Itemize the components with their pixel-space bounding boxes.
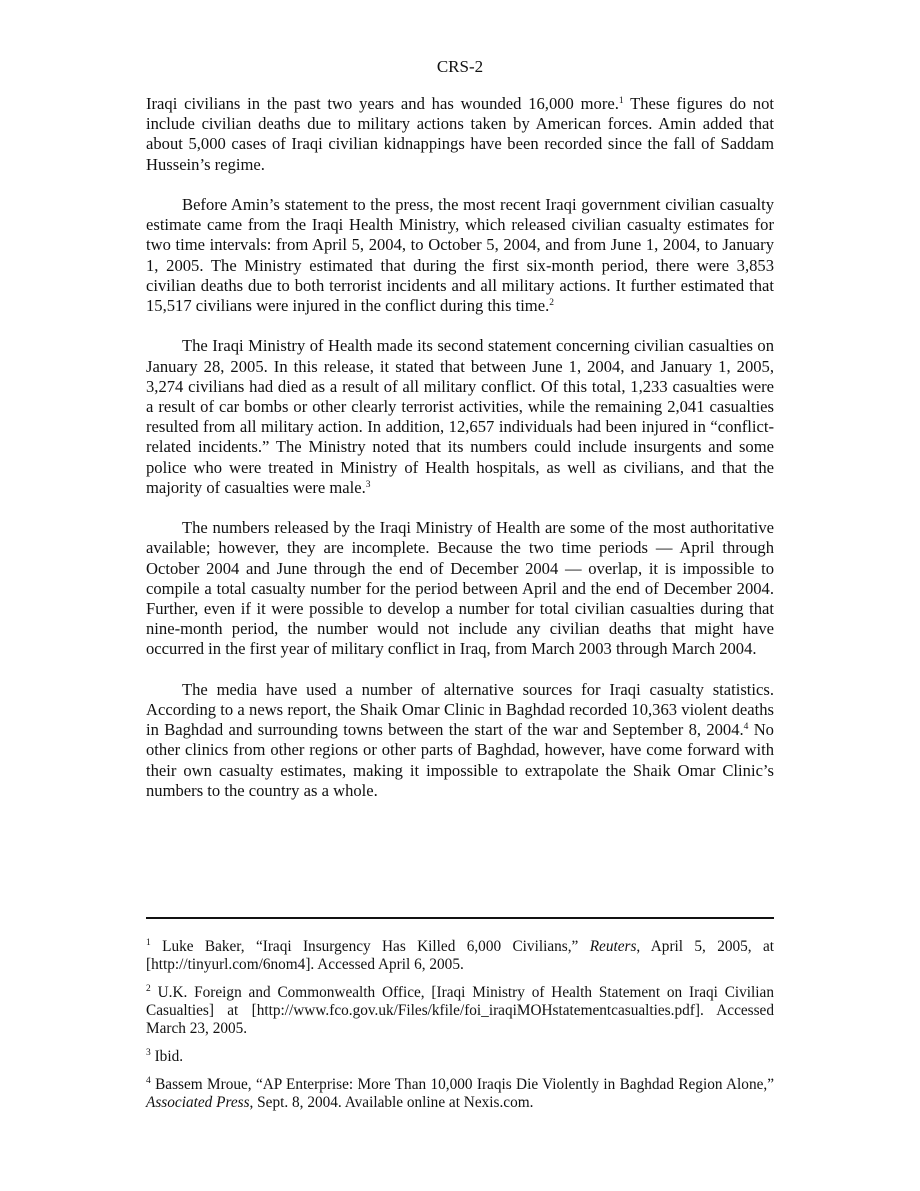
paragraph-3-text: The Iraqi Ministry of Health made its second statement concerning civilian casualties on January 28, 2005. In this release, it stated that between June 1, 2004, and January 1, 2005, 3,274 civilians had died as a result of all military conflict. Of this total, 1,233 casualties were a result of car bombs or other clearly terrorist activities, while the remaining 2,041 casualties resulted from all military action. In addition, 12,657 individuals had been injured in “conflict-related incidents.” The Ministry noted that its numbers could include insurgents and some police who were treated in Ministry of Health hospitals, as well as civilians, and that the majority of casualties were male.: [146, 336, 774, 497]
footnote-number-4: 4: [146, 1075, 151, 1086]
footnote-number-3: 3: [146, 1048, 151, 1059]
footnote-2: [146, 984, 774, 1039]
paragraph-2-text: Before Amin’s statement to the press, the most recent Iraqi government civilian casualty estimate came from the Iraqi Health Ministry, which released civilian casualty estimates for two time intervals: from April 5, 2004, to October 5, 2004, and from June 1, 2004, to January 1, 2005. The Ministry estimated that during the first six-month period, there were 3,853 civilian deaths due to both terrorist incidents and all military actions. It further estimated that 15,517 civilians were injured in the conflict during this time.: [146, 195, 774, 316]
footnote-1-source: Reuters: [589, 938, 637, 955]
footnote-3: [146, 1048, 774, 1066]
footnote-3-text: Ibid.: [150, 1048, 184, 1066]
paragraph-5-text-b: No other clinics from other regions or other parts of Baghdad, however, have come forward with their own casualty estimates, making it impossible to extrapolate the Shaik Omar Clinic’s numbers to the country as a whole.: [146, 720, 774, 800]
footnote-number-2: 2: [146, 983, 151, 994]
footnote-number-1: 1: [146, 938, 151, 948]
footnotes: [146, 938, 774, 1122]
footnote-divider: [146, 917, 774, 919]
paragraph-1: [146, 94, 774, 175]
footnote-1-text-a: Luke Baker, “Iraqi Insurgency Has Killed 6,000 Civilians,”: [150, 938, 590, 955]
footnote-4-text-b: , Sept. 8, 2004. Available online at Nexis.com.: [249, 1093, 534, 1111]
paragraph-1-text-a: Iraqi civilians in the past two years and has wounded 16,000 more.: [146, 94, 619, 113]
footnote-ref-3: 3: [365, 479, 371, 490]
paragraph-1-text-b: These figures do not include civilian deaths due to military actions taken by American forces. Amin added that about 5,000 cases of Iraqi civilian kidnappings have been recorded since the fall of Saddam Hussein’s regime.: [146, 94, 774, 174]
footnote-4: [146, 1076, 774, 1112]
footnote-1: [146, 938, 774, 974]
paragraph-4-text: The numbers released by the Iraqi Ministry of Health are some of the most authoritative available; however, they are incomplete. Because the two time periods — April through October 2004 and June through the end of December 2004 — overlap, it is impossible to compile a total casualty number for the period between April and the end of December 2004. Further, even if it were possible to develop a number for total civilian casualties during that nine-month period, the number would not include any civilian deaths that might have occurred in the first year of military conflict in Iraq, from March 2003 through March 2004.: [146, 518, 774, 659]
body-text: [146, 94, 774, 821]
paragraph-4: [146, 518, 774, 659]
paragraph-5-text-a: The media have used a number of alternative sources for Iraqi casualty statistics. According to a news report, the Shaik Omar Clinic in Baghdad recorded 10,363 violent deaths in Baghdad and surrounding towns between the start of the war and September 8, 2004.: [146, 679, 774, 740]
footnote-ref-2: 2: [549, 298, 554, 309]
footnote-2-text: U.K. Foreign and Commonwealth Office, [Iraqi Ministry of Health Statement on Iraqi Civilian Casualties] at [http://www.fco.gov.uk/Files/kfile/foi_iraqiMOHstatementcasualties.pdf]. Accessed March 23, 2005.: [146, 983, 774, 1038]
footnote-4-text-a: Bassem Mroue, “AP Enterprise: More Than 10,000 Iraqis Die Violently in Baghdad Region Alone,”: [150, 1075, 774, 1093]
paragraph-5: [146, 680, 774, 801]
footnote-ref-4: 4: [743, 722, 749, 733]
footnote-ref-1: 1: [618, 96, 624, 106]
page-header: CRS-2: [436, 57, 484, 76]
footnote-4-source: Associated Press: [146, 1093, 250, 1111]
paragraph-3: [146, 336, 774, 498]
footnote-1-text-b: , April 5, 2005, at [http://tinyurl.com/6nom4]. Accessed April 6, 2005.: [146, 938, 775, 974]
paragraph-2: [146, 195, 774, 316]
